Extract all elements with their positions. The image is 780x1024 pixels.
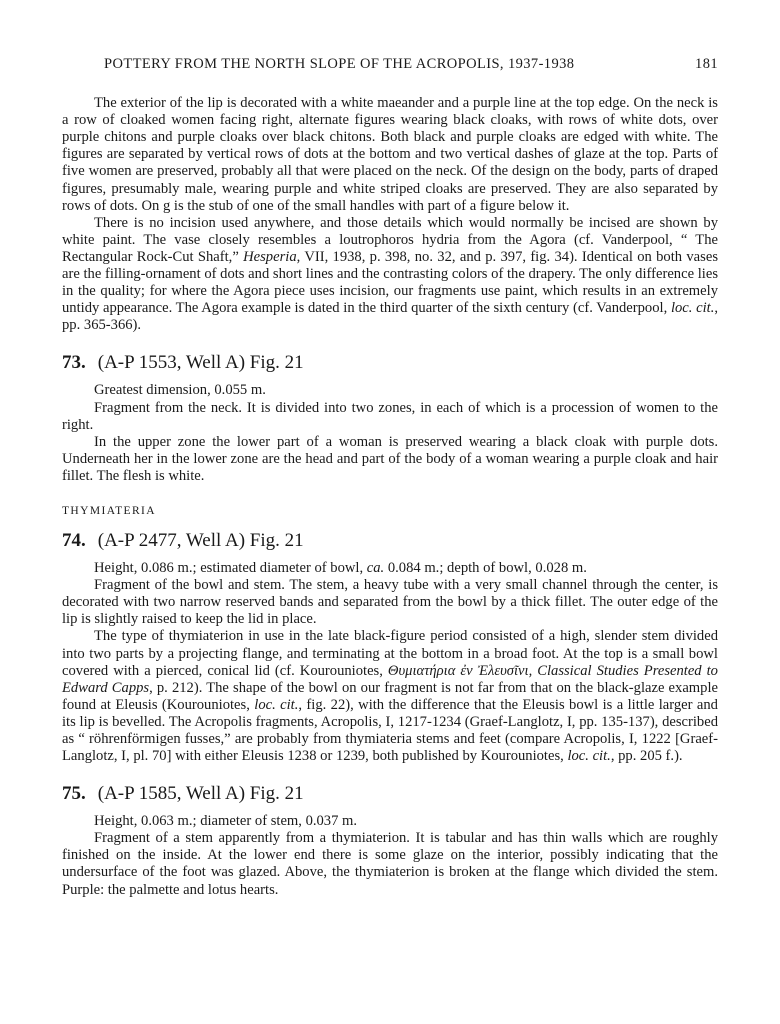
entry-catalog-ref: (A-P 1553, Well A) Fig. 21: [97, 352, 304, 374]
journal-title: Hesperia: [243, 248, 297, 265]
text-run: , pp. 365-366).: [62, 300, 719, 334]
entry-75-dimension: Height, 0.063 m.; diameter of stem, 0.037 m.: [94, 813, 358, 830]
circa: ca.: [366, 560, 385, 577]
section-heading: THYMIATERIA: [62, 504, 156, 517]
entry-73-dimension: Greatest dimension, 0.055 m.: [94, 382, 266, 399]
entry-number: 75.: [62, 783, 86, 805]
intro-paragraph-2: [62, 215, 718, 335]
loc-cit: loc. cit.: [670, 300, 715, 317]
text-run: 0.084 m.; depth of bowl, 0.028 m.: [384, 560, 587, 577]
text-run: Height, 0.086 m.; estimated diameter of bowl,: [94, 560, 367, 577]
text-run: The type of thymiaterion in use in the late black-figure period consisted of a high, slender stem divided into two parts by a projecting flange, and terminating at the bottom in a broad foot. At the top is a small bowl covered with a pierced, conical lid (cf. Kourouniotes,: [62, 628, 718, 679]
page-number: 181: [695, 56, 718, 72]
running-header: [62, 56, 718, 73]
text-run: There is no incision used anywhere, and those details which would normally be incised are shown by white paint. The vase closely resembles a loutrophoros hydria from the Agora (cf. Vanderpool, “ The Rectangular Rock-Cut Shaft,”: [62, 214, 718, 265]
entry-75-paragraph-1: Fragment of a stem apparently from a thymiaterion. It is tabular and has thin walls which are roughly finished on the inside. At the lower end there is some glaze on the interior, possibly indicating that the undersurface of the foot was glazed. Above, the thymiaterion is broken at the flange which divided the stem. Purple: the palmette and lotus hearts.: [62, 830, 718, 898]
text-run: , p. 212). The shape of the bowl on our fragment is not far from that on the black-glaze example found at Eleusis (Kourouniotes,: [62, 679, 718, 713]
entry-number: 74.: [62, 530, 86, 552]
loc-cit: loc. cit.: [254, 696, 299, 713]
loc-cit: loc. cit.: [567, 748, 611, 765]
entry-74-dimension: [62, 560, 718, 577]
entry-75-heading: [62, 783, 718, 805]
text-run: , fig. 22), with the difference that the Eleusis bowl is a little larger and its lip is bevelled. The Acropolis fragments, Acropolis, I, 1217-1234 (Graef-Langlotz, I, pp. 135-137), described as “ röhrenförmigen fusses,” are probably from thymiateria stems and feet (compare Acropolis, I, 1222 [Graef-Langlotz, I, pl. 70] with either Eleusis 1238 or 1239, both published by Kourouniotes,: [62, 696, 718, 765]
entry-73-heading: [62, 352, 718, 374]
running-title: POTTERY FROM THE NORTH SLOPE OF THE ACROPOLIS, 1937-1938: [104, 56, 575, 72]
entry-74-heading: [62, 530, 718, 552]
text-run: , pp. 205 f.).: [610, 748, 683, 765]
entry-74-paragraph-2: [62, 628, 718, 765]
entry-73-paragraph-1: Fragment from the neck. It is divided into two zones, in each of which is a procession of women to the right.: [62, 399, 718, 433]
entry-catalog-ref: (A-P 1585, Well A) Fig. 21: [97, 783, 304, 805]
entry-74-paragraph-1: Fragment of the bowl and stem. The stem, a heavy tube with a very small channel through the center, is decorated with two narrow reserved bands and separated from the bowl by a thick fillet. The outer edge of the lip is slightly raised to keep the lid in place.: [62, 577, 718, 628]
cited-title: Θυμιατήρια ἐν Ἐλευσῖνι, Classical Studies Presented to Edward Capps: [62, 662, 718, 696]
entry-73-paragraph-2: In the upper zone the lower part of a woman is preserved wearing a black cloak with purple dots. Underneath her in the lower zone are the head and part of the body of a woman wearing a purple cloak and hair fillet. The flesh is white.: [62, 433, 718, 484]
entry-catalog-ref: (A-P 2477, Well A) Fig. 21: [97, 530, 304, 552]
page: [62, 56, 718, 899]
text-run: , VII, 1938, p. 398, no. 32, and p. 397, fig. 34). Identical on both vases are the filling-ornament of dots and short lines and the contrasting colors of the drapery. The only difference lies in the quality; for where the Agora piece uses incision, our fragments use paint, which results in an extremely untidy appearance. The Agora example is dated in the third quarter of the sixth century (cf. Vanderpool,: [62, 248, 718, 317]
intro-paragraph-1: The exterior of the lip is decorated with a white maeander and a purple line at the top edge. On the neck is a row of cloaked women facing right, alternate figures wearing black cloaks, with rows of white dots, over purple chitons and purple cloaks over black chitons. Both black and purple cloaks are edged with white. The figures are separated by vertical rows of dots at the bottom and two vertical dashes of glaze at the top. Parts of five women are preserved, probably all that were placed on the neck. Of the design on the body, parts of draped figures, presumably male, wearing purple and white striped cloaks are preserved. They are also separated by rows of dots. On g is the stub of one of the small handles with part of a figure below it.: [62, 95, 718, 214]
entry-number: 73.: [62, 352, 86, 374]
